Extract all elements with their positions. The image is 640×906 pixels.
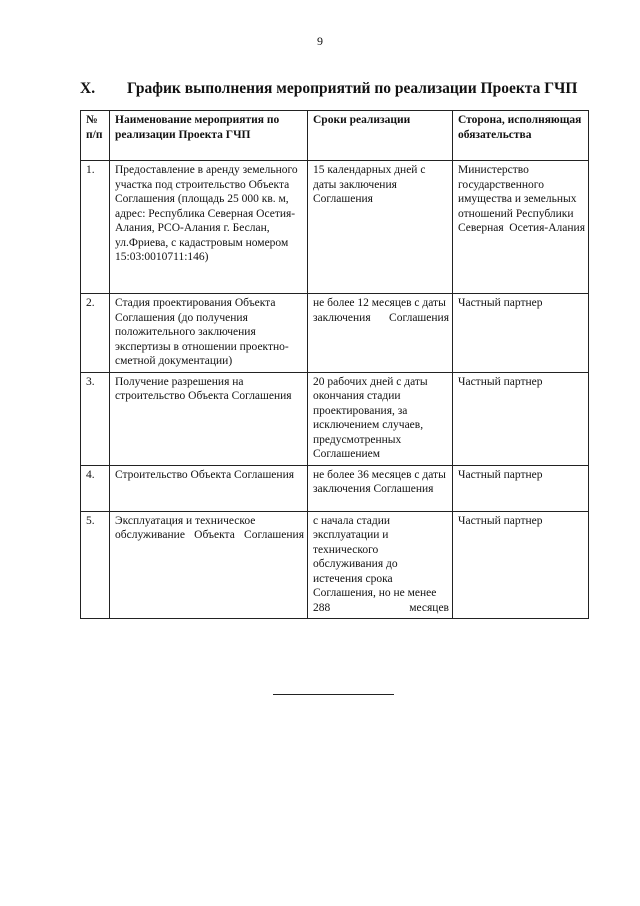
closing-divider bbox=[273, 694, 394, 695]
row-event: Получение разрешения на строительство Объекта Соглашения bbox=[110, 372, 308, 465]
row-number: 2. bbox=[81, 294, 110, 373]
row-event: Эксплуатация и техническое обслуживание Объекта Соглашения bbox=[110, 511, 308, 619]
header-number: № п/п bbox=[81, 111, 110, 161]
row-number: 1. bbox=[81, 161, 110, 294]
header-party: Сторона, исполняющая обязательства bbox=[453, 111, 589, 161]
row-party: Частный партнер bbox=[453, 294, 589, 373]
row-event: Строительство Объекта Соглашения bbox=[110, 465, 308, 511]
row-party: Частный партнер bbox=[453, 465, 589, 511]
row-deadline: 20 рабочих дней с даты окончания стадии проектирования, за исключением случаев, предусмотренных Соглашением bbox=[308, 372, 453, 465]
row-number: 5. bbox=[81, 511, 110, 619]
table-row bbox=[81, 511, 589, 619]
row-event: Стадия проектирования Объекта Соглашения (до получения положительного заключения экспертизы в отношении проектно-сметной документации) bbox=[110, 294, 308, 373]
row-party: Частный партнер bbox=[453, 511, 589, 619]
table-header-row bbox=[81, 111, 589, 161]
row-event: Предоставление в аренду земельного участка под строительство Объекта Соглашения (площадь 25 000 кв. м, адрес: Республика Северная Осетия-Алания, РСО-Алания г. Беслан, ул.Фриева, с кадастровым номером 15:03:0010711:146) bbox=[110, 161, 308, 294]
table-row bbox=[81, 161, 589, 294]
row-number: 4. bbox=[81, 465, 110, 511]
section-number: X. bbox=[80, 80, 96, 97]
section-title-text: График выполнения мероприятий по реализации Проекта ГЧП bbox=[127, 80, 578, 97]
row-deadline: не более 12 месяцев с даты заключения Соглашения bbox=[308, 294, 453, 373]
row-deadline: не более 36 месяцев с даты заключения Соглашения bbox=[308, 465, 453, 511]
row-party: Частный партнер bbox=[453, 372, 589, 465]
page-number: 9 bbox=[317, 34, 323, 48]
schedule-table bbox=[80, 110, 589, 619]
row-deadline: 15 календарных дней с даты заключения Соглашения bbox=[308, 161, 453, 294]
row-party: Министерство государственного имущества и земельных отношений Республики Северная Осетия-Алания bbox=[453, 161, 589, 294]
table-row bbox=[81, 294, 589, 373]
row-number: 3. bbox=[81, 372, 110, 465]
row-deadline: с начала стадии эксплуатации и технического обслуживания до истечения срока Соглашения, но не менее 288 месяцев bbox=[308, 511, 453, 619]
section-title bbox=[80, 80, 600, 98]
header-deadline: Сроки реализации bbox=[308, 111, 453, 161]
header-event: Наименование мероприятия по реализации Проекта ГЧП bbox=[110, 111, 308, 161]
table-row bbox=[81, 372, 589, 465]
table-row bbox=[81, 465, 589, 511]
